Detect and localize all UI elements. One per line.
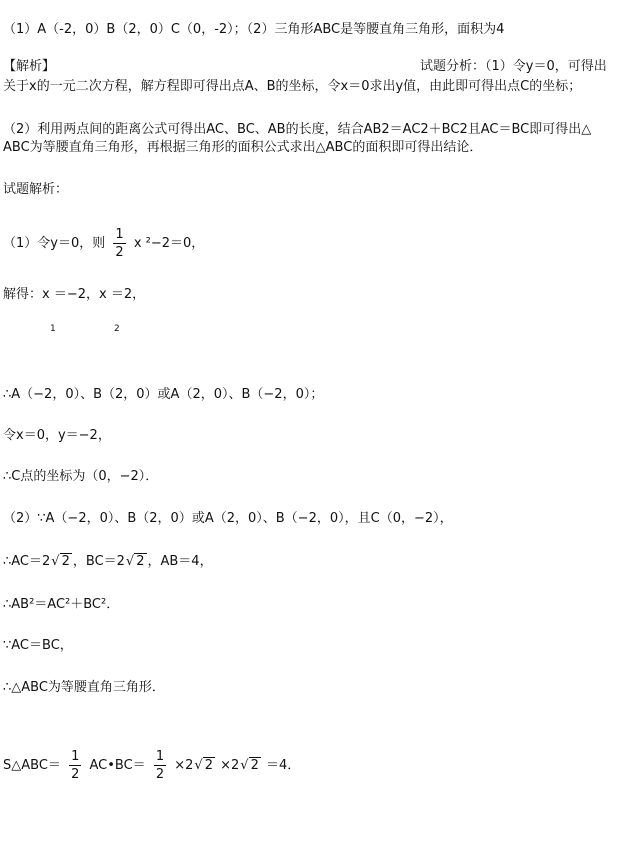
radicand: 2 xyxy=(204,758,213,773)
radicand: 2 xyxy=(250,758,259,773)
analysis-line-3: （2）利用两点间的距离公式可得出AC、BC、AB的长度，结合AB2＝AC2＋BC2且AC＝BC即可得出△ xyxy=(3,122,592,137)
step7-ac: ∴AC＝2 xyxy=(3,554,51,569)
step11-area: S△ABC＝ xyxy=(3,758,61,773)
fraction-denominator: 2 xyxy=(71,767,80,782)
step1-text-b: x ²−2＝0， xyxy=(133,236,205,251)
solution-step-9: ∵AC＝BC， xyxy=(3,638,73,653)
solution-step-3: ∴A（−2，0）、B（2，0）或A（2，0）、B（−2，0）； xyxy=(3,387,324,402)
sqrt-symbol: √ 2 xyxy=(194,758,213,773)
sqrt-symbol: √ 2 xyxy=(51,554,70,569)
analysis-intro xyxy=(420,59,607,75)
solution-step-7 xyxy=(3,553,213,570)
step7-bc: ，BC＝2 xyxy=(72,554,125,569)
radicand: 2 xyxy=(136,554,145,569)
fraction-denominator: 2 xyxy=(115,245,124,260)
analysis-line-2: 关于x的一元二次方程，解方程即可得出点A、B的坐标，令x＝0求出y值，由此即可得出点C的坐标； xyxy=(3,79,582,94)
solution-heading: 试题解析： xyxy=(3,182,69,197)
step11-product: AC•BC＝ xyxy=(89,758,146,773)
fraction-numerator: 1 xyxy=(115,227,124,242)
subscript-2: 2 xyxy=(114,324,120,334)
solution-step-5: ∴C点的坐标为（0，−2）． xyxy=(3,469,159,484)
analysis-intro-rest: （1）令y＝0，可得出 xyxy=(485,59,607,74)
analysis-heading-line xyxy=(3,59,55,75)
sqrt-symbol: √ 2 xyxy=(240,758,259,773)
fraction-numerator: 1 xyxy=(155,749,165,764)
solution-step-1 xyxy=(3,228,204,259)
solution-step-2: 解得：x ＝−2，x ＝2， xyxy=(3,287,146,302)
analysis-intro-label: 试题分析： xyxy=(420,59,486,74)
step11-times-1: ×2 xyxy=(174,758,194,773)
sqrt-symbol: √ 2 xyxy=(125,554,145,569)
answer-line: （1）A（-2，0）B（2，0）C（0，-2）；（2）三角形ABC是等腰直角三角形，面积为4 xyxy=(3,22,505,37)
solution-step-4: 令x＝0，y＝−2， xyxy=(3,428,111,443)
solution-step-10: ∴△ABC为等腰直角三角形． xyxy=(3,680,165,695)
fraction-numerator: 1 xyxy=(71,749,80,764)
solution-step-6: （2）∵A（−2，0）、B（2，0）或A（2，0）、B（−2，0），且C（0，−2）， xyxy=(3,511,453,526)
step11-result: ＝4． xyxy=(266,758,301,773)
step11-times-2: ×2 xyxy=(220,758,240,773)
fraction-half xyxy=(113,228,125,259)
solution-step-11 xyxy=(3,750,300,781)
analysis-heading: 【解析】 xyxy=(3,59,56,74)
step7-ab: ，AB＝4， xyxy=(147,554,213,569)
solution-step-8: ∴AB²＝AC²＋BC²． xyxy=(3,597,120,612)
subscript-1: 1 xyxy=(50,324,56,334)
fraction-half xyxy=(154,750,166,781)
fraction-half xyxy=(69,750,81,781)
fraction-denominator: 2 xyxy=(155,767,165,782)
step1-text-a: （1）令y＝0，则 xyxy=(3,236,106,251)
radicand: 2 xyxy=(61,554,70,569)
analysis-line-4: ABC为等腰直角三角形，再根据三角形的面积公式求出△ABC的面积即可得出结论． xyxy=(3,140,483,155)
